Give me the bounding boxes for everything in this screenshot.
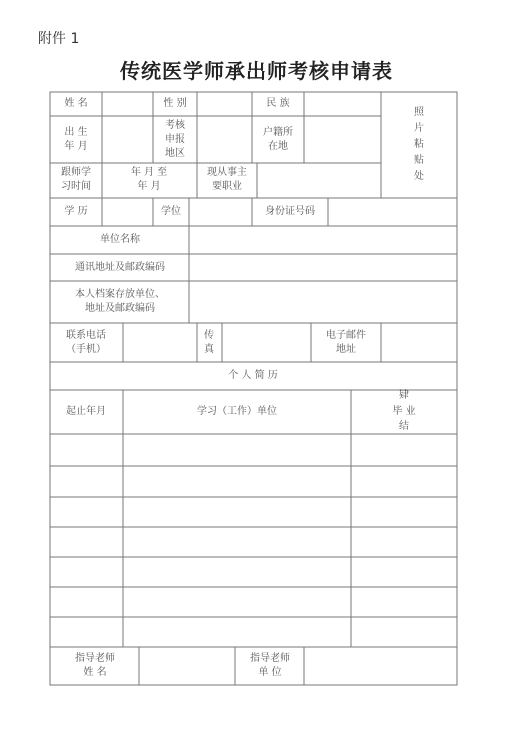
label-mentor-name: 指导老师 姓 名 — [75, 653, 115, 678]
label-photo: 照 片 粘 贴 处 — [414, 107, 424, 182]
label-household: 户籍所 在地 — [263, 127, 293, 152]
form-border — [50, 92, 457, 685]
label-apprentice-time: 跟师学 习时间 — [61, 167, 91, 192]
col-study-unit: 学习（工作）单位 — [197, 406, 277, 417]
label-gender: 性 别 — [163, 98, 187, 109]
label-mentor-unit: 指导老师 单 位 — [250, 653, 290, 678]
label-phone: 联系电话 （手机） — [66, 330, 106, 355]
label-name: 姓 名 — [64, 98, 88, 109]
label-email: 电子邮件 地址 — [326, 330, 366, 355]
label-occupation: 现从事主 要职业 — [207, 167, 247, 192]
attachment-label: 附件 1 — [38, 31, 80, 47]
label-address: 通讯地址及邮政编码 — [75, 262, 165, 273]
col-dates: 起止年月 — [66, 406, 106, 417]
label-period: 年 月 至 年 月 — [130, 167, 168, 192]
col-witness-a: 肄 — [399, 390, 409, 401]
col-witness-c: 结 — [399, 421, 409, 432]
form-title: 传统医学师承出师考核申请表 — [120, 59, 393, 83]
label-education: 学 历 — [64, 206, 88, 217]
col-witness-b: 毕 业 — [392, 406, 416, 417]
label-exam-region: 考核 申报 地区 — [165, 120, 185, 159]
label-id-number: 身份证号码 — [265, 206, 315, 217]
label-ethnicity: 民 族 — [266, 98, 290, 109]
label-birth: 出 生 年 月 — [64, 127, 88, 152]
label-degree: 学位 — [161, 206, 181, 217]
label-fax: 传 真 — [204, 330, 214, 355]
label-resume: 个 人 简 历 — [228, 370, 278, 381]
label-archive: 本人档案存放单位、 地址及邮政编码 — [75, 289, 165, 314]
label-work-unit: 单位名称 — [100, 234, 140, 245]
